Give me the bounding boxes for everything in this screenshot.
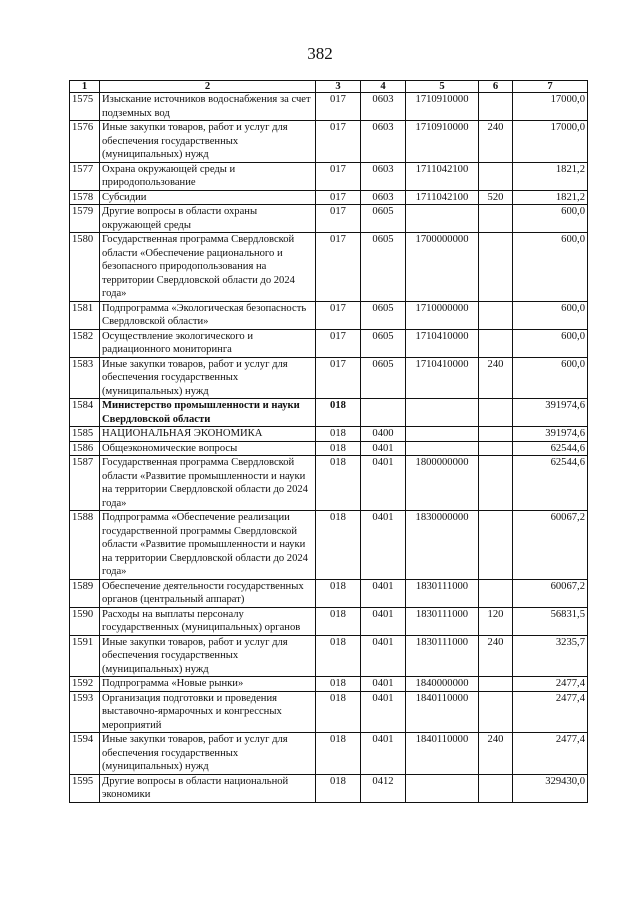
row-number: 1588 [70,511,100,580]
row-section-code: 0605 [361,357,406,399]
row-number: 1579 [70,205,100,233]
row-name: Общеэкономические вопросы [100,441,316,456]
table-row [70,607,588,635]
row-name: Обеспечение деятельности государственных органов (центральный аппарат) [100,579,316,607]
row-amount: 2477,4 [513,691,588,733]
row-amount: 62544,6 [513,441,588,456]
row-number: 1576 [70,121,100,163]
row-amount: 60067,2 [513,511,588,580]
row-number: 1580 [70,233,100,302]
header-cell: 4 [361,81,406,93]
row-amount: 329430,0 [513,774,588,802]
row-target-code: 1710910000 [406,121,479,163]
row-amount: 17000,0 [513,93,588,121]
row-amount: 391974,6 [513,399,588,427]
row-number: 1595 [70,774,100,802]
row-department-code: 017 [316,93,361,121]
row-name: Охрана окружающей среды и природопользование [100,162,316,190]
row-department-code: 017 [316,162,361,190]
row-department-code: 018 [316,399,361,427]
header-cell: 6 [479,81,513,93]
row-section-code: 0401 [361,511,406,580]
row-number: 1586 [70,441,100,456]
row-name: Расходы на выплаты персоналу государственных (муниципальных) органов [100,607,316,635]
row-number: 1592 [70,677,100,692]
row-expense-type [479,456,513,511]
table-row [70,691,588,733]
row-target-code: 1711042100 [406,162,479,190]
row-number: 1594 [70,733,100,775]
row-amount: 600,0 [513,329,588,357]
row-target-code: 1710410000 [406,329,479,357]
row-department-code: 018 [316,456,361,511]
row-section-code: 0412 [361,774,406,802]
row-department-code: 017 [316,357,361,399]
row-number: 1589 [70,579,100,607]
row-number: 1590 [70,607,100,635]
row-number: 1585 [70,427,100,442]
row-number: 1575 [70,93,100,121]
table-row [70,427,588,442]
row-department-code: 017 [316,121,361,163]
row-expense-type [479,511,513,580]
row-expense-type [479,691,513,733]
row-section-code: 0401 [361,691,406,733]
row-department-code: 017 [316,301,361,329]
table-row [70,329,588,357]
row-department-code: 018 [316,607,361,635]
header-row [70,81,588,93]
row-department-code: 018 [316,635,361,677]
row-expense-type [479,329,513,357]
row-name: Осуществление экологического и радиационного мониторинга [100,329,316,357]
header-cell: 1 [70,81,100,93]
budget-table [69,80,588,803]
row-amount: 600,0 [513,357,588,399]
row-expense-type: 240 [479,635,513,677]
row-expense-type [479,233,513,302]
row-expense-type [479,579,513,607]
header-cell: 7 [513,81,588,93]
row-name: Субсидии [100,190,316,205]
row-section-code: 0401 [361,579,406,607]
row-amount: 2477,4 [513,677,588,692]
row-expense-type [479,93,513,121]
row-section-code: 0603 [361,121,406,163]
row-target-code [406,774,479,802]
row-expense-type [479,441,513,456]
row-department-code: 017 [316,233,361,302]
row-name: Подпрограмма «Обеспечение реализации государственной программы Свердловской области «Развитие промышленности и науки на территории Свердловской области до 2024 года» [100,511,316,580]
row-section-code: 0401 [361,441,406,456]
row-expense-type [479,427,513,442]
row-name: Министерство промышленности и науки Свердловской области [100,399,316,427]
row-amount: 1821,2 [513,190,588,205]
row-amount: 62544,6 [513,456,588,511]
table-row [70,456,588,511]
row-name: Другие вопросы в области национальной экономики [100,774,316,802]
row-target-code: 1840110000 [406,733,479,775]
row-name: Другие вопросы в области охраны окружающей среды [100,205,316,233]
row-expense-type [479,162,513,190]
row-target-code: 1840000000 [406,677,479,692]
row-name: Иные закупки товаров, работ и услуг для обеспечения государственных (муниципальных) нужд [100,357,316,399]
row-number: 1581 [70,301,100,329]
row-department-code: 018 [316,579,361,607]
row-department-code: 017 [316,329,361,357]
row-department-code: 018 [316,733,361,775]
row-target-code: 1700000000 [406,233,479,302]
row-department-code: 018 [316,441,361,456]
table-row [70,399,588,427]
header-cell: 3 [316,81,361,93]
row-amount: 1821,2 [513,162,588,190]
row-expense-type [479,399,513,427]
row-number: 1584 [70,399,100,427]
table-row [70,233,588,302]
row-section-code: 0603 [361,190,406,205]
row-expense-type [479,677,513,692]
row-amount: 600,0 [513,233,588,302]
row-department-code: 018 [316,511,361,580]
row-section-code [361,399,406,427]
row-section-code: 0401 [361,733,406,775]
row-number: 1582 [70,329,100,357]
table-row [70,357,588,399]
row-name: Иные закупки товаров, работ и услуг для обеспечения государственных (муниципальных) нужд [100,733,316,775]
row-number: 1591 [70,635,100,677]
row-amount: 60067,2 [513,579,588,607]
row-section-code: 0401 [361,677,406,692]
row-name: Государственная программа Свердловской области «Обеспечение рационального и безопасного природопользования на территории Свердловской области до 2024 года» [100,233,316,302]
row-amount: 600,0 [513,205,588,233]
row-department-code: 018 [316,427,361,442]
row-name: Подпрограмма «Экологическая безопасность Свердловской области» [100,301,316,329]
row-department-code: 018 [316,677,361,692]
row-target-code [406,427,479,442]
row-section-code: 0401 [361,635,406,677]
row-name: Организация подготовки и проведения выставочно-ярмарочных и конгрессных мероприятий [100,691,316,733]
row-department-code: 018 [316,774,361,802]
row-amount: 3235,7 [513,635,588,677]
row-target-code [406,205,479,233]
row-name: НАЦИОНАЛЬНАЯ ЭКОНОМИКА [100,427,316,442]
table-row [70,121,588,163]
table-row [70,190,588,205]
row-name: Государственная программа Свердловской области «Развитие промышленности и науки на территории Свердловской области до 2024 года» [100,456,316,511]
row-amount: 56831,5 [513,607,588,635]
row-expense-type [479,205,513,233]
table-row [70,774,588,802]
row-department-code: 017 [316,205,361,233]
row-name: Иные закупки товаров, работ и услуг для обеспечения государственных (муниципальных) нужд [100,635,316,677]
row-expense-type: 520 [479,190,513,205]
row-section-code: 0605 [361,233,406,302]
row-expense-type [479,301,513,329]
row-amount: 600,0 [513,301,588,329]
row-target-code: 1710410000 [406,357,479,399]
row-number: 1587 [70,456,100,511]
row-number: 1583 [70,357,100,399]
row-section-code: 0605 [361,301,406,329]
row-name: Подпрограмма «Новые рынки» [100,677,316,692]
row-expense-type: 240 [479,357,513,399]
row-target-code: 1710000000 [406,301,479,329]
row-expense-type: 240 [479,121,513,163]
table-row [70,511,588,580]
row-department-code: 018 [316,691,361,733]
row-section-code: 0401 [361,456,406,511]
table-row [70,733,588,775]
table-row [70,635,588,677]
table-row [70,677,588,692]
table-row [70,162,588,190]
row-department-code: 017 [316,190,361,205]
header-cell: 2 [100,81,316,93]
row-target-code: 1830111000 [406,607,479,635]
row-number: 1577 [70,162,100,190]
row-name: Изыскание источников водоснабжения за счет подземных вод [100,93,316,121]
row-expense-type: 240 [479,733,513,775]
table-row [70,93,588,121]
row-name: Иные закупки товаров, работ и услуг для обеспечения государственных (муниципальных) нужд [100,121,316,163]
row-section-code: 0603 [361,162,406,190]
header-cell: 5 [406,81,479,93]
table-row [70,301,588,329]
row-target-code: 1830000000 [406,511,479,580]
row-section-code: 0400 [361,427,406,442]
row-target-code: 1830111000 [406,579,479,607]
row-section-code: 0603 [361,93,406,121]
row-expense-type [479,774,513,802]
row-number: 1578 [70,190,100,205]
row-amount: 391974,6 [513,427,588,442]
row-target-code: 1800000000 [406,456,479,511]
page-number: 382 [307,44,333,63]
row-target-code: 1840110000 [406,691,479,733]
row-amount: 2477,4 [513,733,588,775]
row-number: 1593 [70,691,100,733]
row-section-code: 0605 [361,205,406,233]
row-target-code: 1830111000 [406,635,479,677]
table-row [70,579,588,607]
row-expense-type: 120 [479,607,513,635]
table-row [70,441,588,456]
row-target-code: 1710910000 [406,93,479,121]
row-target-code [406,399,479,427]
table-row [70,205,588,233]
row-section-code: 0401 [361,607,406,635]
row-target-code: 1711042100 [406,190,479,205]
row-amount: 17000,0 [513,121,588,163]
row-target-code [406,441,479,456]
row-section-code: 0605 [361,329,406,357]
